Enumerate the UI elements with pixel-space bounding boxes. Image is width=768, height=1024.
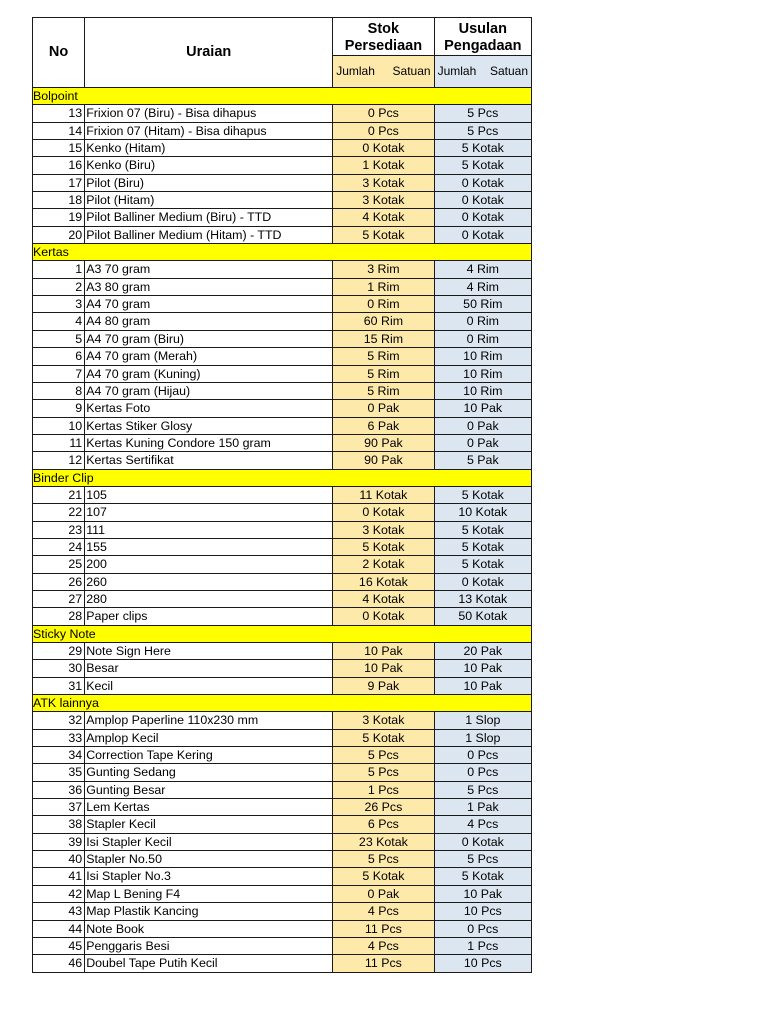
row-usulan: 4 Rim	[434, 278, 531, 295]
row-stok: 10 Pak	[333, 660, 434, 677]
row-usulan: 10 Pak	[434, 660, 531, 677]
row-stok: 1 Pcs	[333, 781, 434, 798]
table-row	[33, 573, 532, 590]
table-row	[33, 747, 532, 764]
row-stok: 11 Pcs	[333, 920, 434, 937]
row-stok: 26 Pcs	[333, 799, 434, 816]
table-row	[33, 192, 532, 209]
row-usulan: 0 Pak	[434, 417, 531, 434]
row-usulan: 4 Pcs	[434, 816, 531, 833]
row-usulan: 10 Pak	[434, 677, 531, 694]
subheader-stok-satuan: Satuan	[392, 64, 431, 78]
inventory-table	[32, 17, 532, 973]
table-row	[33, 365, 532, 382]
header-stok-line2: Persediaan	[344, 38, 423, 54]
row-usulan: 5 Pcs	[434, 781, 531, 798]
row-usulan: 5 Kotak	[434, 538, 531, 555]
row-uraian: Gunting Sedang	[85, 764, 333, 781]
row-no: 6	[33, 348, 85, 365]
row-uraian: 155	[85, 538, 333, 555]
row-no: 13	[33, 105, 85, 122]
header-stok-persediaan	[333, 18, 434, 56]
table-row	[33, 538, 532, 555]
category-label: Binder Clip	[33, 469, 532, 486]
row-stok: 3 Kotak	[333, 521, 434, 538]
row-no: 19	[33, 209, 85, 226]
row-no: 21	[33, 486, 85, 503]
row-no: 12	[33, 452, 85, 469]
row-usulan: 10 Pcs	[434, 903, 531, 920]
row-stok: 10 Pak	[333, 643, 434, 660]
row-stok: 23 Kotak	[333, 833, 434, 850]
row-stok: 2 Kotak	[333, 556, 434, 573]
row-no: 42	[33, 885, 85, 902]
row-uraian: 260	[85, 573, 333, 590]
row-no: 30	[33, 660, 85, 677]
row-uraian: Isi Stapler Kecil	[85, 833, 333, 850]
row-uraian: Amplop Kecil	[85, 729, 333, 746]
row-no: 1	[33, 261, 85, 278]
table-row	[33, 226, 532, 243]
row-stok: 0 Pak	[333, 400, 434, 417]
row-stok: 5 Kotak	[333, 226, 434, 243]
row-no: 28	[33, 608, 85, 625]
row-no: 23	[33, 521, 85, 538]
row-usulan: 0 Pak	[434, 434, 531, 451]
table-row	[33, 348, 532, 365]
row-uraian: 105	[85, 486, 333, 503]
row-stok: 9 Pak	[333, 677, 434, 694]
header-stok-line1: Stok	[367, 21, 400, 37]
category-row	[33, 469, 532, 486]
row-usulan: 0 Pcs	[434, 747, 531, 764]
table-row	[33, 504, 532, 521]
row-stok: 5 Kotak	[333, 729, 434, 746]
row-stok: 60 Rim	[333, 313, 434, 330]
table-row	[33, 937, 532, 954]
subheader-usulan-jumlah: Jumlah	[437, 64, 477, 78]
category-label: ATK lainnya	[33, 695, 532, 712]
row-stok: 3 Kotak	[333, 192, 434, 209]
row-uraian: Penggaris Besi	[85, 937, 333, 954]
table-row	[33, 209, 532, 226]
row-usulan: 0 Rim	[434, 313, 531, 330]
row-stok: 4 Pcs	[333, 937, 434, 954]
table-row	[33, 400, 532, 417]
row-uraian: Pilot (Hitam)	[85, 192, 333, 209]
row-usulan: 0 Kotak	[434, 192, 531, 209]
row-usulan: 0 Rim	[434, 330, 531, 347]
row-no: 34	[33, 747, 85, 764]
row-usulan: 0 Kotak	[434, 833, 531, 850]
row-no: 27	[33, 590, 85, 607]
row-uraian: Pilot Balliner Medium (Biru) - TTD	[85, 209, 333, 226]
row-no: 3	[33, 296, 85, 313]
row-no: 33	[33, 729, 85, 746]
table-row	[33, 816, 532, 833]
table-row	[33, 885, 532, 902]
row-uraian: Stapler No.50	[85, 851, 333, 868]
row-stok: 4 Kotak	[333, 590, 434, 607]
row-no: 44	[33, 920, 85, 937]
row-no: 24	[33, 538, 85, 555]
row-uraian: 107	[85, 504, 333, 521]
subheader-stok-jumlah: Jumlah	[336, 64, 375, 78]
row-uraian: A3 70 gram	[85, 261, 333, 278]
row-uraian: Doubel Tape Putih Kecil	[85, 955, 333, 972]
row-stok: 0 Kotak	[333, 140, 434, 157]
row-stok: 6 Pak	[333, 417, 434, 434]
table-row	[33, 521, 532, 538]
table-row	[33, 417, 532, 434]
table-row	[33, 868, 532, 885]
row-usulan: 10 Rim	[434, 382, 531, 399]
row-no: 46	[33, 955, 85, 972]
row-usulan: 5 Kotak	[434, 521, 531, 538]
row-usulan: 5 Kotak	[434, 486, 531, 503]
row-usulan: 5 Pcs	[434, 122, 531, 139]
table-row	[33, 677, 532, 694]
row-uraian: Paper clips	[85, 608, 333, 625]
row-usulan: 0 Kotak	[434, 174, 531, 191]
header-usulan-line2: Pengadaan	[444, 38, 522, 54]
row-uraian: Kenko (Biru)	[85, 157, 333, 174]
table-row	[33, 781, 532, 798]
table-row	[33, 105, 532, 122]
row-usulan: 0 Kotak	[434, 209, 531, 226]
row-no: 40	[33, 851, 85, 868]
table-row	[33, 764, 532, 781]
row-no: 29	[33, 643, 85, 660]
table-row	[33, 851, 532, 868]
row-no: 16	[33, 157, 85, 174]
row-stok: 90 Pak	[333, 434, 434, 451]
category-row	[33, 695, 532, 712]
row-stok: 0 Pcs	[333, 122, 434, 139]
row-uraian: Amplop Paperline 110x230 mm	[85, 712, 333, 729]
row-uraian: Lem Kertas	[85, 799, 333, 816]
row-no: 43	[33, 903, 85, 920]
row-no: 14	[33, 122, 85, 139]
row-usulan: 10 Rim	[434, 348, 531, 365]
table-row	[33, 330, 532, 347]
row-no: 10	[33, 417, 85, 434]
row-no: 25	[33, 556, 85, 573]
row-usulan: 5 Pcs	[434, 105, 531, 122]
row-usulan: 5 Kotak	[434, 868, 531, 885]
table-row	[33, 434, 532, 451]
row-usulan: 5 Kotak	[434, 157, 531, 174]
row-uraian: A4 80 gram	[85, 313, 333, 330]
row-usulan: 10 Pak	[434, 400, 531, 417]
row-uraian: Kecil	[85, 677, 333, 694]
row-no: 8	[33, 382, 85, 399]
row-usulan: 4 Rim	[434, 261, 531, 278]
row-stok: 5 Pcs	[333, 851, 434, 868]
table-row	[33, 920, 532, 937]
row-stok: 3 Rim	[333, 261, 434, 278]
row-no: 39	[33, 833, 85, 850]
table-row	[33, 712, 532, 729]
table-row	[33, 799, 532, 816]
row-stok: 4 Kotak	[333, 209, 434, 226]
row-stok: 5 Pcs	[333, 747, 434, 764]
row-uraian: Stapler Kecil	[85, 816, 333, 833]
table-row	[33, 660, 532, 677]
row-stok: 4 Pcs	[333, 903, 434, 920]
row-no: 7	[33, 365, 85, 382]
row-stok: 5 Pcs	[333, 764, 434, 781]
row-stok: 1 Rim	[333, 278, 434, 295]
row-stok: 0 Rim	[333, 296, 434, 313]
row-uraian: A4 70 gram (Kuning)	[85, 365, 333, 382]
table-row	[33, 452, 532, 469]
row-uraian: Kertas Stiker Glosy	[85, 417, 333, 434]
row-stok: 90 Pak	[333, 452, 434, 469]
row-stok: 3 Kotak	[333, 174, 434, 191]
row-uraian: Isi Stapler No.3	[85, 868, 333, 885]
table-row	[33, 556, 532, 573]
row-uraian: Map L Bening F4	[85, 885, 333, 902]
row-stok: 5 Rim	[333, 382, 434, 399]
row-no: 11	[33, 434, 85, 451]
table-row	[33, 608, 532, 625]
subheader-stok	[333, 56, 434, 88]
row-uraian: Pilot (Biru)	[85, 174, 333, 191]
row-stok: 15 Rim	[333, 330, 434, 347]
row-no: 36	[33, 781, 85, 798]
row-uraian: 200	[85, 556, 333, 573]
subheader-usulan-satuan: Satuan	[489, 64, 528, 78]
table-row	[33, 643, 532, 660]
row-uraian: 280	[85, 590, 333, 607]
row-usulan: 1 Slop	[434, 712, 531, 729]
row-stok: 16 Kotak	[333, 573, 434, 590]
table-row	[33, 486, 532, 503]
row-usulan: 13 Kotak	[434, 590, 531, 607]
row-stok: 11 Kotak	[333, 486, 434, 503]
table-row	[33, 833, 532, 850]
row-uraian: Kertas Foto	[85, 400, 333, 417]
header-usulan-pengadaan	[434, 18, 531, 56]
row-usulan: 20 Pak	[434, 643, 531, 660]
row-no: 20	[33, 226, 85, 243]
row-no: 26	[33, 573, 85, 590]
table-row	[33, 903, 532, 920]
row-uraian: A4 70 gram (Merah)	[85, 348, 333, 365]
table-row	[33, 278, 532, 295]
table-row	[33, 313, 532, 330]
row-no: 31	[33, 677, 85, 694]
row-uraian: Kertas Kuning Condore 150 gram	[85, 434, 333, 451]
table-row	[33, 296, 532, 313]
header-uraian: Uraian	[85, 18, 333, 88]
row-stok: 5 Rim	[333, 348, 434, 365]
table-row	[33, 729, 532, 746]
row-stok: 5 Rim	[333, 365, 434, 382]
row-uraian: 111	[85, 521, 333, 538]
category-label: Bolpoint	[33, 88, 532, 105]
subheader-usulan	[434, 56, 531, 88]
row-stok: 0 Kotak	[333, 608, 434, 625]
row-stok: 6 Pcs	[333, 816, 434, 833]
header-no: No	[33, 18, 85, 88]
row-uraian: A4 70 gram (Biru)	[85, 330, 333, 347]
row-usulan: 5 Pak	[434, 452, 531, 469]
header-row	[33, 18, 532, 56]
row-uraian: Correction Tape Kering	[85, 747, 333, 764]
row-stok: 5 Kotak	[333, 538, 434, 555]
table-row	[33, 157, 532, 174]
row-stok: 0 Pcs	[333, 105, 434, 122]
category-row	[33, 88, 532, 105]
table-row	[33, 382, 532, 399]
row-usulan: 0 Kotak	[434, 226, 531, 243]
row-uraian: Note Book	[85, 920, 333, 937]
table-row	[33, 261, 532, 278]
row-no: 5	[33, 330, 85, 347]
row-no: 2	[33, 278, 85, 295]
row-uraian: Map Plastik Kancing	[85, 903, 333, 920]
table-row	[33, 140, 532, 157]
row-stok: 11 Pcs	[333, 955, 434, 972]
row-stok: 0 Pak	[333, 885, 434, 902]
row-no: 35	[33, 764, 85, 781]
row-no: 41	[33, 868, 85, 885]
row-no: 45	[33, 937, 85, 954]
row-stok: 0 Kotak	[333, 504, 434, 521]
row-uraian: Note Sign Here	[85, 643, 333, 660]
row-stok: 5 Kotak	[333, 868, 434, 885]
row-no: 32	[33, 712, 85, 729]
row-usulan: 50 Kotak	[434, 608, 531, 625]
row-stok: 3 Kotak	[333, 712, 434, 729]
row-no: 4	[33, 313, 85, 330]
row-usulan: 1 Pcs	[434, 937, 531, 954]
row-usulan: 0 Pcs	[434, 920, 531, 937]
row-usulan: 0 Pcs	[434, 764, 531, 781]
table-row	[33, 174, 532, 191]
row-no: 37	[33, 799, 85, 816]
row-usulan: 10 Kotak	[434, 504, 531, 521]
table-body	[33, 88, 532, 973]
row-uraian: Kenko (Hitam)	[85, 140, 333, 157]
row-usulan: 5 Pcs	[434, 851, 531, 868]
category-row	[33, 625, 532, 642]
row-usulan: 5 Kotak	[434, 140, 531, 157]
row-no: 38	[33, 816, 85, 833]
row-no: 18	[33, 192, 85, 209]
row-uraian: A3 80 gram	[85, 278, 333, 295]
header-usulan-line1: Usulan	[458, 21, 507, 37]
row-usulan: 5 Kotak	[434, 556, 531, 573]
row-no: 22	[33, 504, 85, 521]
row-usulan: 50 Rim	[434, 296, 531, 313]
row-uraian: Pilot Balliner Medium (Hitam) - TTD	[85, 226, 333, 243]
row-no: 17	[33, 174, 85, 191]
row-no: 15	[33, 140, 85, 157]
row-uraian: Kertas Sertifikat	[85, 452, 333, 469]
row-uraian: A4 70 gram	[85, 296, 333, 313]
row-usulan: 10 Pcs	[434, 955, 531, 972]
row-usulan: 10 Pak	[434, 885, 531, 902]
row-uraian: Frixion 07 (Biru) - Bisa dihapus	[85, 105, 333, 122]
row-usulan: 0 Kotak	[434, 573, 531, 590]
table-row	[33, 122, 532, 139]
row-stok: 1 Kotak	[333, 157, 434, 174]
row-no: 9	[33, 400, 85, 417]
category-label: Kertas	[33, 244, 532, 261]
category-label: Sticky Note	[33, 625, 532, 642]
row-uraian: Besar	[85, 660, 333, 677]
row-uraian: Gunting Besar	[85, 781, 333, 798]
row-usulan: 10 Rim	[434, 365, 531, 382]
table-row	[33, 955, 532, 972]
row-uraian: A4 70 gram (Hijau)	[85, 382, 333, 399]
row-usulan: 1 Pak	[434, 799, 531, 816]
table-row	[33, 590, 532, 607]
category-row	[33, 244, 532, 261]
row-usulan: 1 Slop	[434, 729, 531, 746]
row-uraian: Frixion 07 (Hitam) - Bisa dihapus	[85, 122, 333, 139]
